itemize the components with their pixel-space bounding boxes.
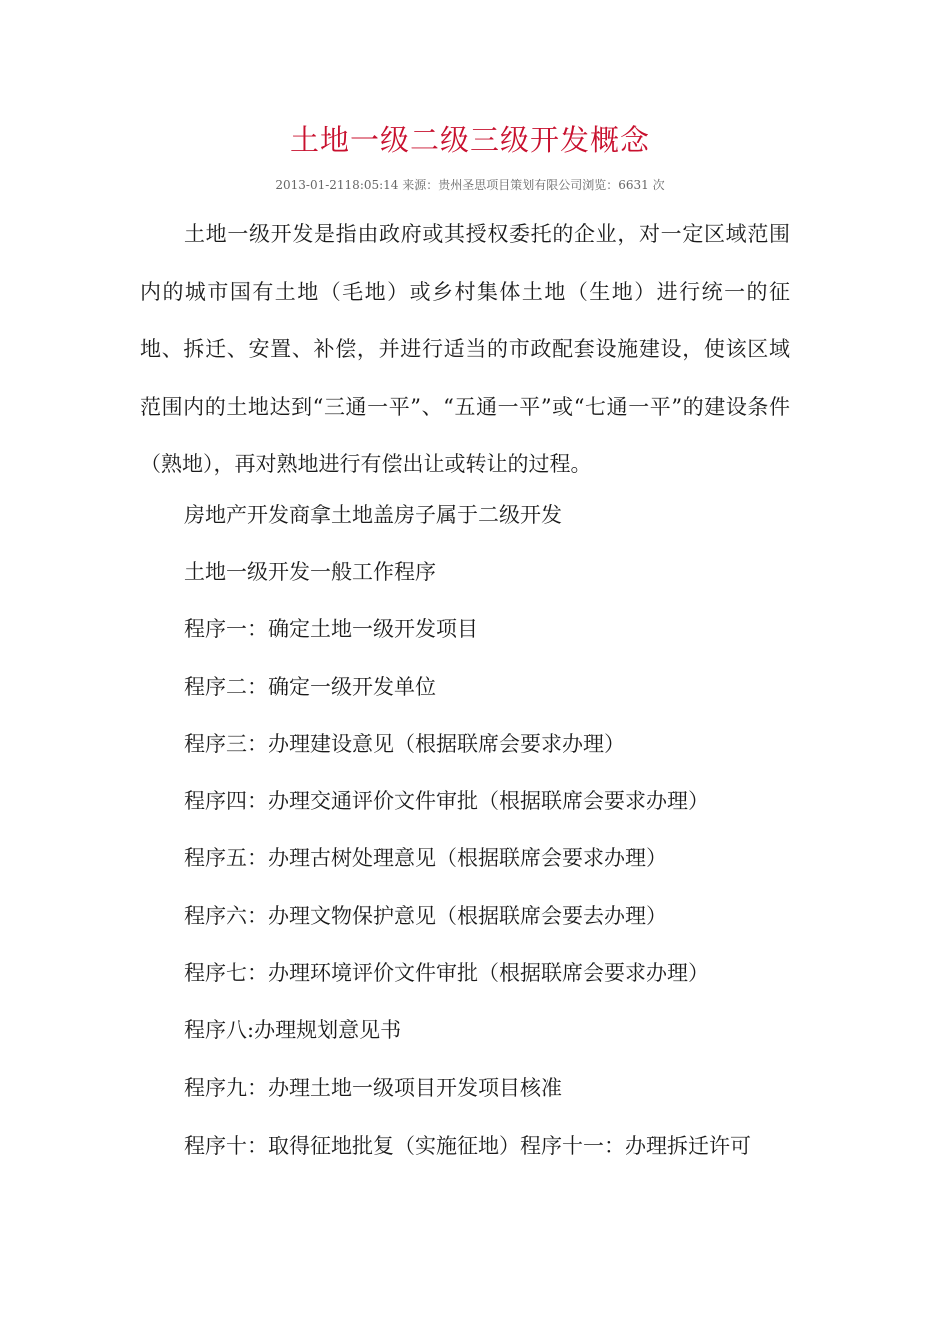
document-meta: 2013-01-2118:05:14 来源：贵州圣思项目策划有限公司浏览：6631 次 <box>275 178 665 192</box>
intro-paragraph: 土地一级开发是指由政府或其授权委托的企业，对一定区域范围内的城市国有土地（毛地）或乡村集体土地（生地）进行统一的征地、拆迁、安置、补偿，并进行适当的市政配套设施建设，使该区域范围内的土地达到“三通一平”、“五通一平”或“七通一平”的建设条件（熟地），再对熟地进行有偿出让或转让的过程。 <box>140 222 790 476</box>
list-item: 程序二：确定一级开发单位 <box>184 675 436 699</box>
list-item: 土地一级开发一般工作程序 <box>184 560 436 584</box>
list-item: 程序一：确定土地一级开发项目 <box>184 617 478 641</box>
list-item: 程序六：办理文物保护意见（根据联席会要去办理） <box>184 904 667 928</box>
list-item: 程序五：办理古树处理意见（根据联席会要求办理） <box>184 846 667 870</box>
list-item: 程序三：办理建设意见（根据联席会要求办理） <box>184 732 625 756</box>
list-item: 程序十：取得征地批复（实施征地）程序十一：办理拆迁许可 <box>184 1134 751 1158</box>
list-item: 程序九：办理土地一级项目开发项目核准 <box>184 1076 562 1100</box>
list-item: 程序八:办理规划意见书 <box>184 1018 402 1042</box>
list-item: 程序七：办理环境评价文件审批（根据联席会要求办理） <box>184 961 709 985</box>
list-item: 房地产开发商拿土地盖房子属于二级开发 <box>184 503 562 527</box>
document-title: 土地一级二级三级开发概念 <box>289 123 650 157</box>
list-item: 程序四：办理交通评价文件审批（根据联席会要求办理） <box>184 789 709 813</box>
